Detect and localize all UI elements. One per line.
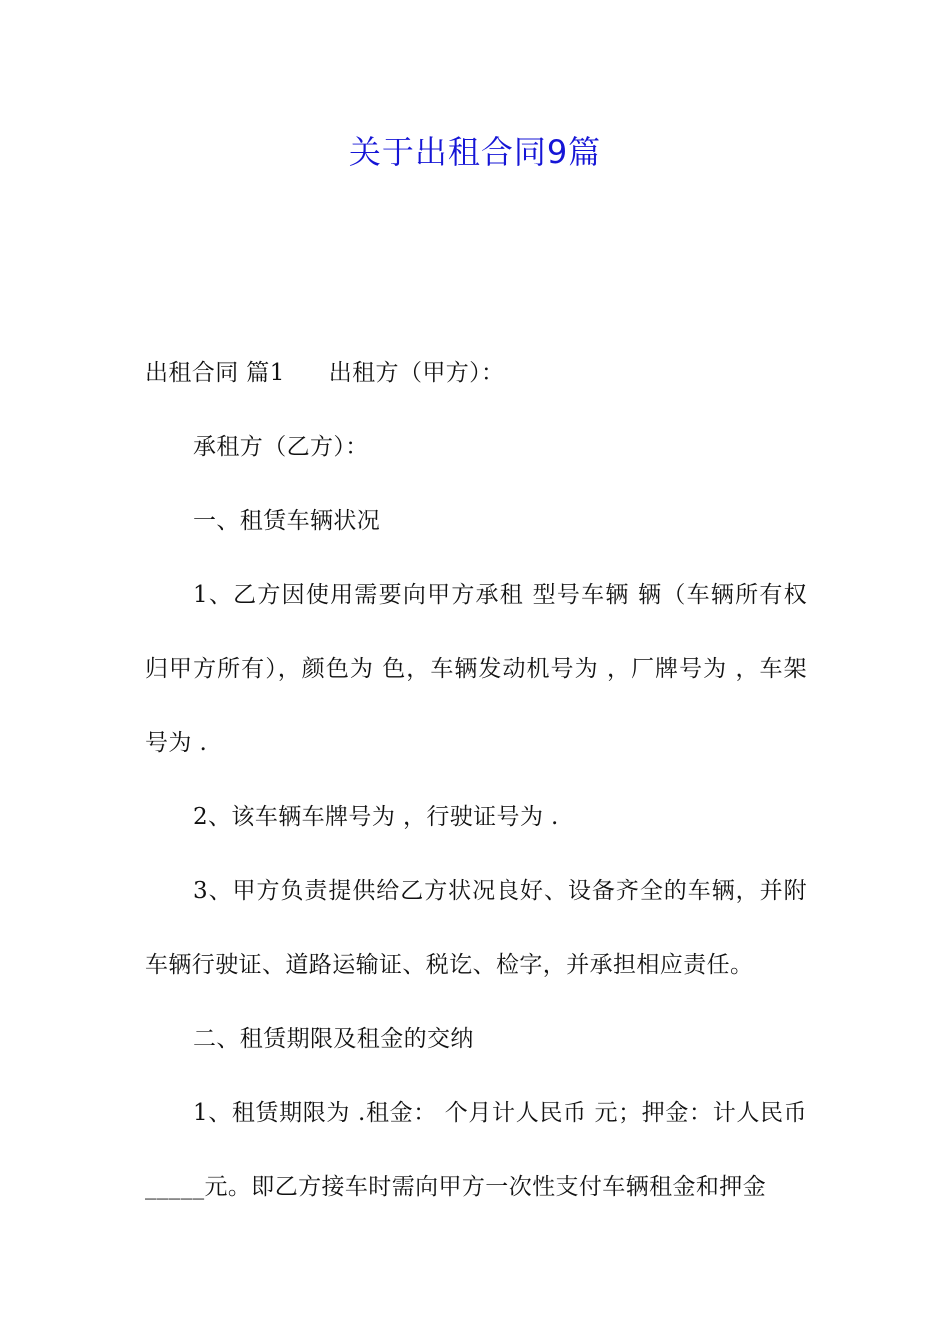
lessor-label: 出租方（甲方）： xyxy=(328,360,505,386)
lessee-label: 承租方（乙方）： xyxy=(193,434,369,460)
contract-heading: 出租合同 篇1 xyxy=(145,360,285,386)
section-heading-vehicle: 一、租赁车辆状况 xyxy=(193,508,381,534)
clause-1-3: 3、甲方负责提供给乙方状况良好、设备齐全的车辆，并附车辆行驶证、道路运输证、税讫、检字，并承担相应责任。 xyxy=(145,878,807,978)
document-title: 关于出租合同9篇 xyxy=(348,133,602,171)
clause-1-2: 2、该车辆车牌号为 ，行驶证号为 . xyxy=(193,804,559,830)
section-heading-term-rent: 二、租赁期限及租金的交纳 xyxy=(193,1026,474,1052)
contract-heading-line xyxy=(145,336,807,410)
clause-1-1: 1、乙方因使用需要向甲方承租 型号车辆 辆（车辆所有权归甲方所有），颜色为 色，车辆发动机号为 ，厂牌号为 ，车架号为 . xyxy=(145,582,807,756)
document-body xyxy=(145,336,807,1224)
clause-2-1: 1、租赁期限为 .租金： 个月计人民币 元；押金：计人民币_____元。即乙方接车时需向甲方一次性支付车辆租金和押金 xyxy=(145,1100,807,1200)
